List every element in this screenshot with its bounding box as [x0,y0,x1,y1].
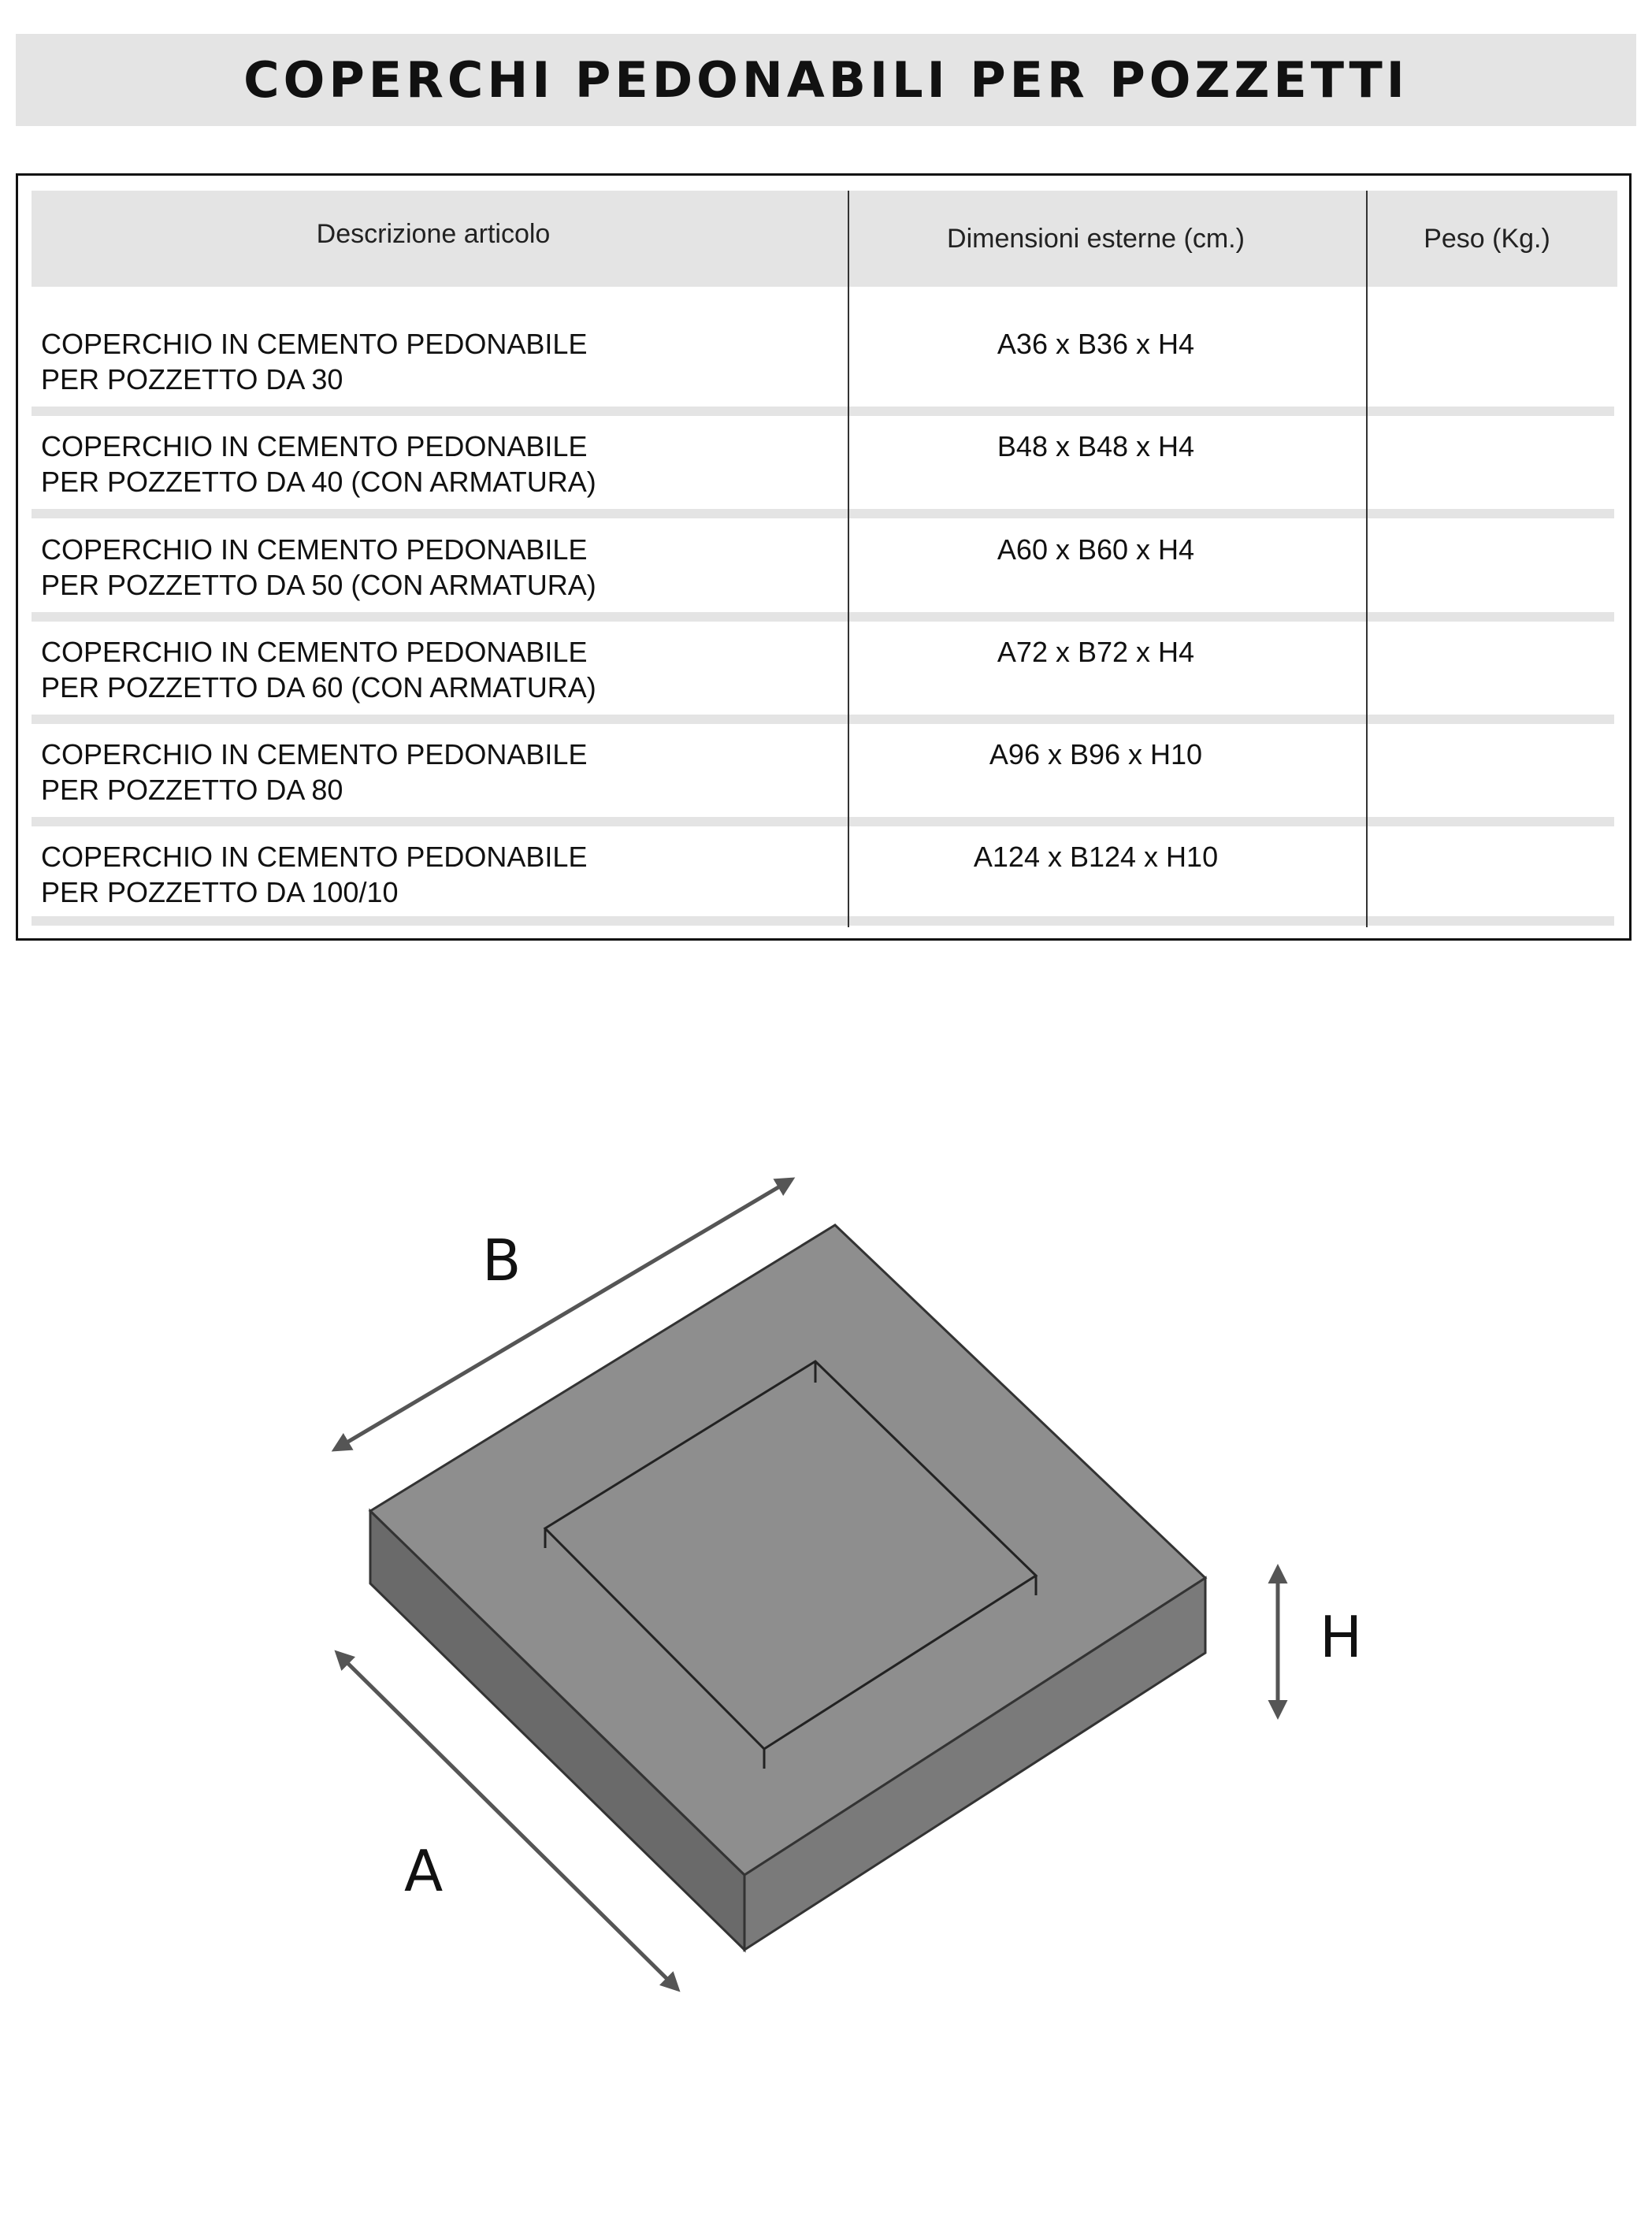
row-5-dimensions: A96 x B96 x H10 [989,738,1203,770]
row-3-desc-line2: PER POZZETTO DA 50 (CON ARMATURA) [41,569,596,601]
row-5-desc-line1: COPERCHIO IN CEMENTO PEDONABILE [41,738,588,770]
row-6-desc-line2: PER POZZETTO DA 100/10 [41,876,399,908]
product-table [16,173,1632,941]
row-1-desc-line1: COPERCHIO IN CEMENTO PEDONABILE [41,328,588,360]
header-weight-label: Peso (Kg.) [1424,224,1550,254]
row-4-desc-line2: PER POZZETTO DA 60 (CON ARMATURA) [41,671,596,704]
row-6-description [41,839,587,910]
row-separator [32,715,1614,724]
row-3-dimensions: A60 x B60 x H4 [997,533,1195,566]
column-divider [848,191,849,927]
table-header-row [32,191,1617,287]
row-1-dimensions: A36 x B36 x H4 [997,328,1195,360]
label-h: H [1320,1604,1363,1670]
row-1-desc-line2: PER POZZETTO DA 30 [41,363,343,395]
page-title: COPERCHI PEDONABILI PER POZZETTI [243,51,1409,109]
title-banner [16,34,1636,126]
header-dimensions [837,191,1355,287]
row-6-desc-line1: COPERCHIO IN CEMENTO PEDONABILE [41,841,588,873]
row-4-dimensions: A72 x B72 x H4 [997,636,1195,668]
header-weight [1357,191,1617,287]
header-description [32,191,835,287]
row-5-desc-line2: PER POZZETTO DA 80 [41,774,343,806]
slab-top-face [370,1225,1205,1875]
row-separator [32,916,1614,926]
row-1-description [41,326,587,397]
row-5-description [41,737,587,807]
column-divider [1366,191,1368,927]
row-2-desc-line1: COPERCHIO IN CEMENTO PEDONABILE [41,430,588,462]
row-2-dimensions: B48 x B48 x H4 [997,430,1195,462]
header-description-label: Descrizione articolo [316,219,551,249]
row-3-description [41,532,596,603]
row-separator [32,407,1614,416]
row-4-desc-line1: COPERCHIO IN CEMENTO PEDONABILE [41,636,588,668]
slab-diagram [0,1103,1652,2080]
row-4-description [41,634,596,705]
row-separator [32,817,1614,826]
row-separator [32,612,1614,622]
label-b: B [482,1227,522,1294]
row-2-desc-line2: PER POZZETTO DA 40 (CON ARMATURA) [41,466,596,498]
table-body [32,191,1617,927]
row-2-description [41,429,596,499]
header-dimensions-label: Dimensioni esterne (cm.) [947,224,1245,254]
row-6-dimensions: A124 x B124 x H10 [973,841,1219,873]
row-3-desc-line1: COPERCHIO IN CEMENTO PEDONABILE [41,533,588,566]
row-separator [32,509,1614,518]
label-a: A [404,1838,444,1904]
